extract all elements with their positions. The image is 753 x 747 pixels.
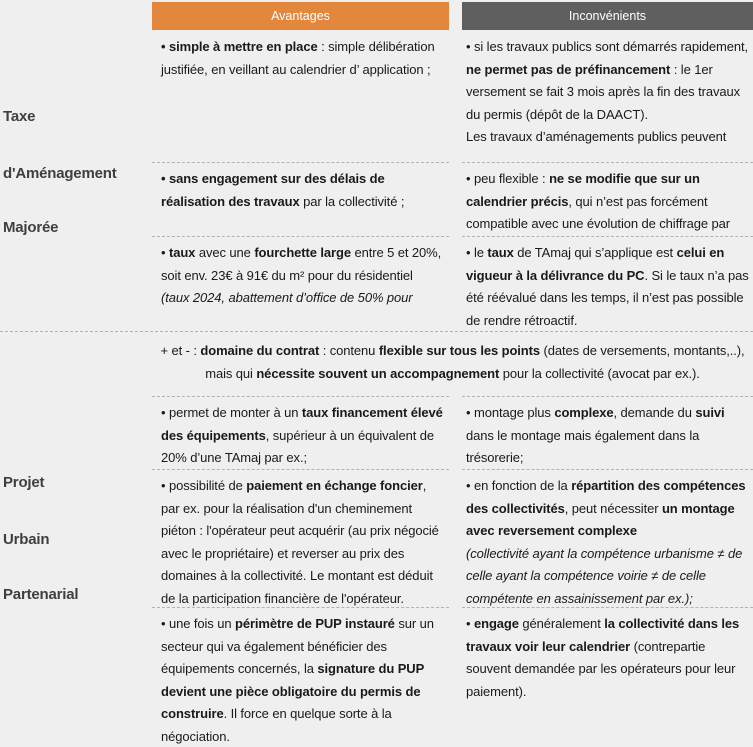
row-label-projet: Projet [3,474,45,491]
cell-pup-inconvenient-1: • montage plus complexe, demande du suivi dans le montage mais également dans la trésorerie; [466,405,725,466]
cell-pup-advantage-2: • possibilité de paiement en échange foncier, par ex. pour la réalisation d'un cheminement piéton : l'opérateur peut acquérir (au prix négocié avec le propriétaire) et reverser au prix des domaines à la collectivité. Le montant est déduit de la participation financière de l'opérateur. [161,478,439,606]
row-label-taxe: Taxe [3,108,36,125]
row-label-amenagement: d'Aménagement [3,165,117,182]
row-divider [152,396,449,397]
row-label-urbain: Urbain [3,531,50,548]
row-divider [462,607,753,608]
cell-tam-advantage-3: • taux avec une fourchette large entre 5 et 20%, soit env. 23€ à 91€ du m² pour du résidentiel (taux 2024, abattement d’office de 50% pour [161,245,442,306]
row-divider [152,607,449,608]
cell-tam-inconvenient-1: • si les travaux publics sont démarrés rapidement, ne permet pas de préfinancement : le 1er versement se fait 3 mois après la fin des travaux du permis (dépôt de la DAACT). Les travaux d’aménagements publics peuvent [466,39,749,145]
row-divider [462,162,753,163]
row-label-partenarial: Partenarial [3,586,79,603]
header-inconvenients: Inconvénients [462,2,753,30]
header-avantages: Avantages [152,2,449,30]
row-divider [462,236,753,237]
cell-tam-advantage-1: • simple à mettre en place : simple délibération justifiée, en veillant au calendrier d’ application ; [161,39,435,77]
row-divider [462,469,753,470]
cell-tam-advantage-2: • sans engagement sur des délais de réalisation des travaux par la collectivité ; [161,171,405,209]
cell-note-plus-minus: + et - : domaine du contrat : contenu flexible sur tous les points (dates de versements, montants,..), mais qui nécessite souvent un accompagnement pour la collectivité (avocat par ex.). [160,343,745,381]
section-divider [0,331,753,332]
cell-pup-inconvenient-2: • en fonction de la répartition des compétences des collectivités, peut nécessiter un montage avec reversement complexe (collectivité ayant la compétence urbanisme ≠ de celle ayant la compétence voirie ≠ de celle compétente en assainissement par ex.); [466,478,746,606]
cell-pup-advantage-3: • une fois un périmètre de PUP instauré sur un secteur qui va également bénéficier des équipements concernés, la signature du PUP devient une pièce obligatoire du permis de construire. Il force en quelque sorte à la négociation. [161,616,434,744]
cell-pup-inconvenient-3: • engage généralement la collectivité dans les travaux voir leur calendrier (contrepartie souvent demandée par les opérateurs pour leur paiement). [466,616,740,699]
row-divider [152,162,449,163]
cell-pup-advantage-1: • permet de monter à un taux financement élevé des équipements, supérieur à un équivalent de 20% d’une TAmaj par ex.; [161,405,443,466]
row-label-majoree: Majorée [3,219,59,236]
row-divider [152,236,449,237]
cell-tam-inconvenient-2: • peu flexible : ne se modifie que sur un calendrier précis, qui n’est pas forcément compatible avec une évolution de chiffrage par [466,171,731,232]
cell-tam-inconvenient-3: • le taux de TAmaj qui s’applique est celui en vigueur à la délivrance du PC. Si le taux n’a pas été réévalué dans les temps, il n’est pas possible de rendre rétroactif. [466,245,749,328]
row-divider [152,469,449,470]
row-divider [462,396,753,397]
